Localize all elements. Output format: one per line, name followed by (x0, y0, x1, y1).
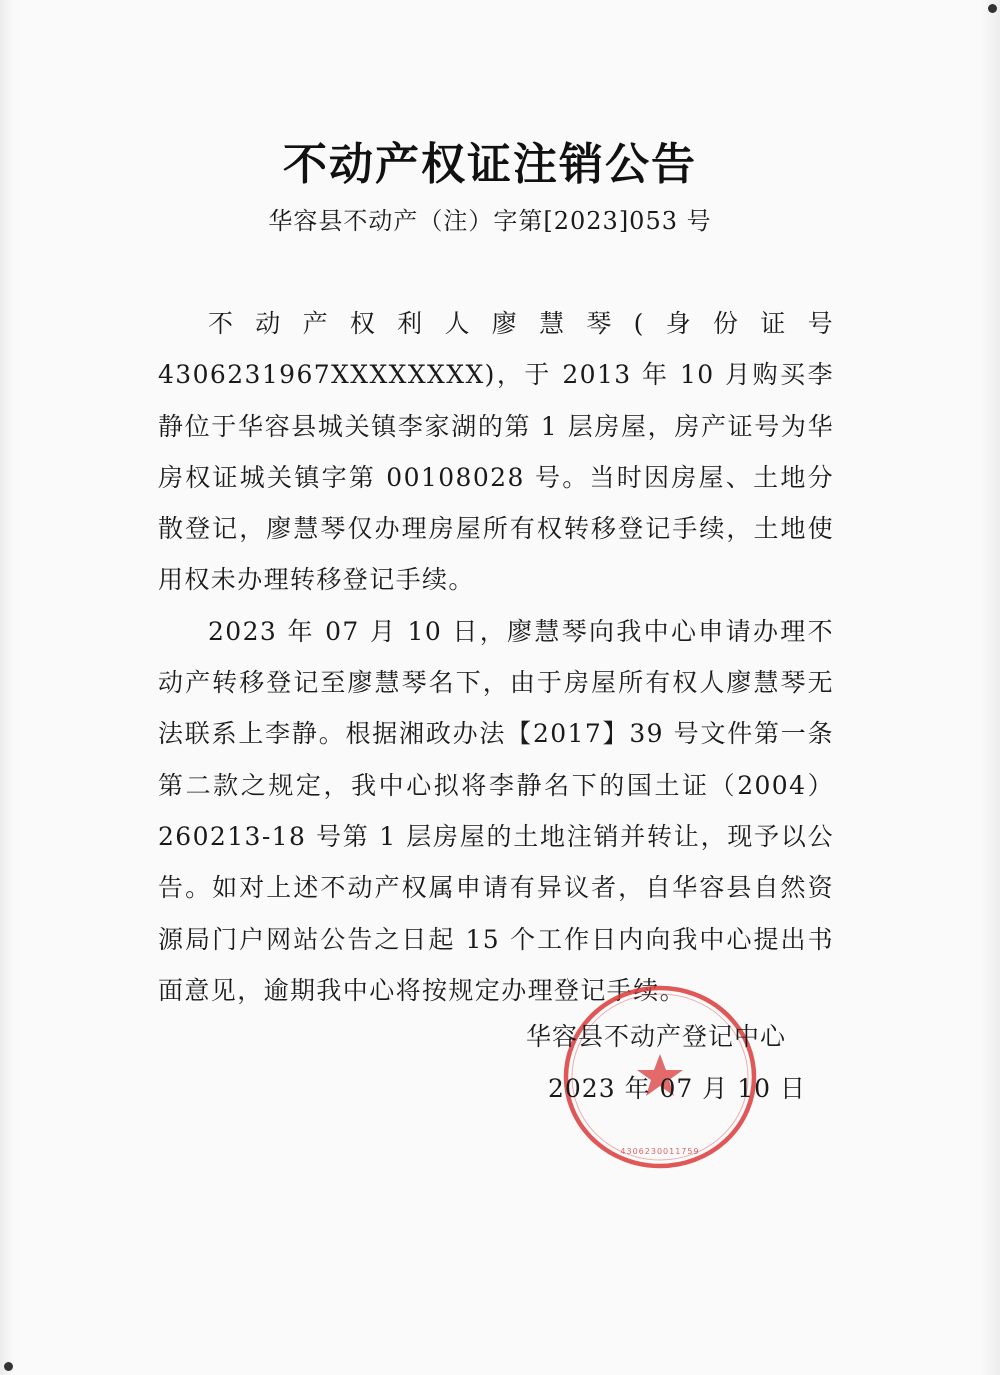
signature-date: 2023 年 07 月 10 日 (548, 1074, 806, 1103)
paragraph-1: 不动产权利人廖慧琴(身份证号 4306231967XXXXXXXX)，于 2013 年 10 月购买李静位于华容县城关镇李家湖的第 1 层房屋，房产证号为华房权证城关镇字第 00108028 号。当时因房屋、土地分散登记，廖慧琴仅办理房屋所有权转移登记手续，土地使用权未办理转移登记手续。 (158, 309, 834, 595)
notice-title: 不动产权证注销公告 (283, 139, 697, 190)
seal-code: 4306230011759 (620, 1147, 700, 1156)
bottom-left-punch-mark (4, 1362, 13, 1371)
signature-organization: 华容县不动产登记中心 (526, 1022, 787, 1051)
paragraph-2: 2023 年 07 月 10 日，廖慧琴向我中心申请办理不动产转移登记至廖慧琴名下，由于房屋所有权人廖慧琴无法联系上李静。根据湘政办法【2017】39 号文件第一条第二款之规定，我中心拟将李静名下的国土证（2004）260213-18 号第 1 层房屋的土地注销并转让，现予以公告。如对上述不动产权属申请有异议者，自华容县自然资源局门户网站公告之日起 15 个工作日内向我中心提出书面意见，逾期我中心将按规定办理登记手续。 (158, 616, 834, 1005)
document-number: 华容县不动产（注）字第[2023]053 号 (268, 207, 712, 235)
notice-body (158, 298, 834, 1016)
top-right-punch-mark (988, 4, 997, 13)
